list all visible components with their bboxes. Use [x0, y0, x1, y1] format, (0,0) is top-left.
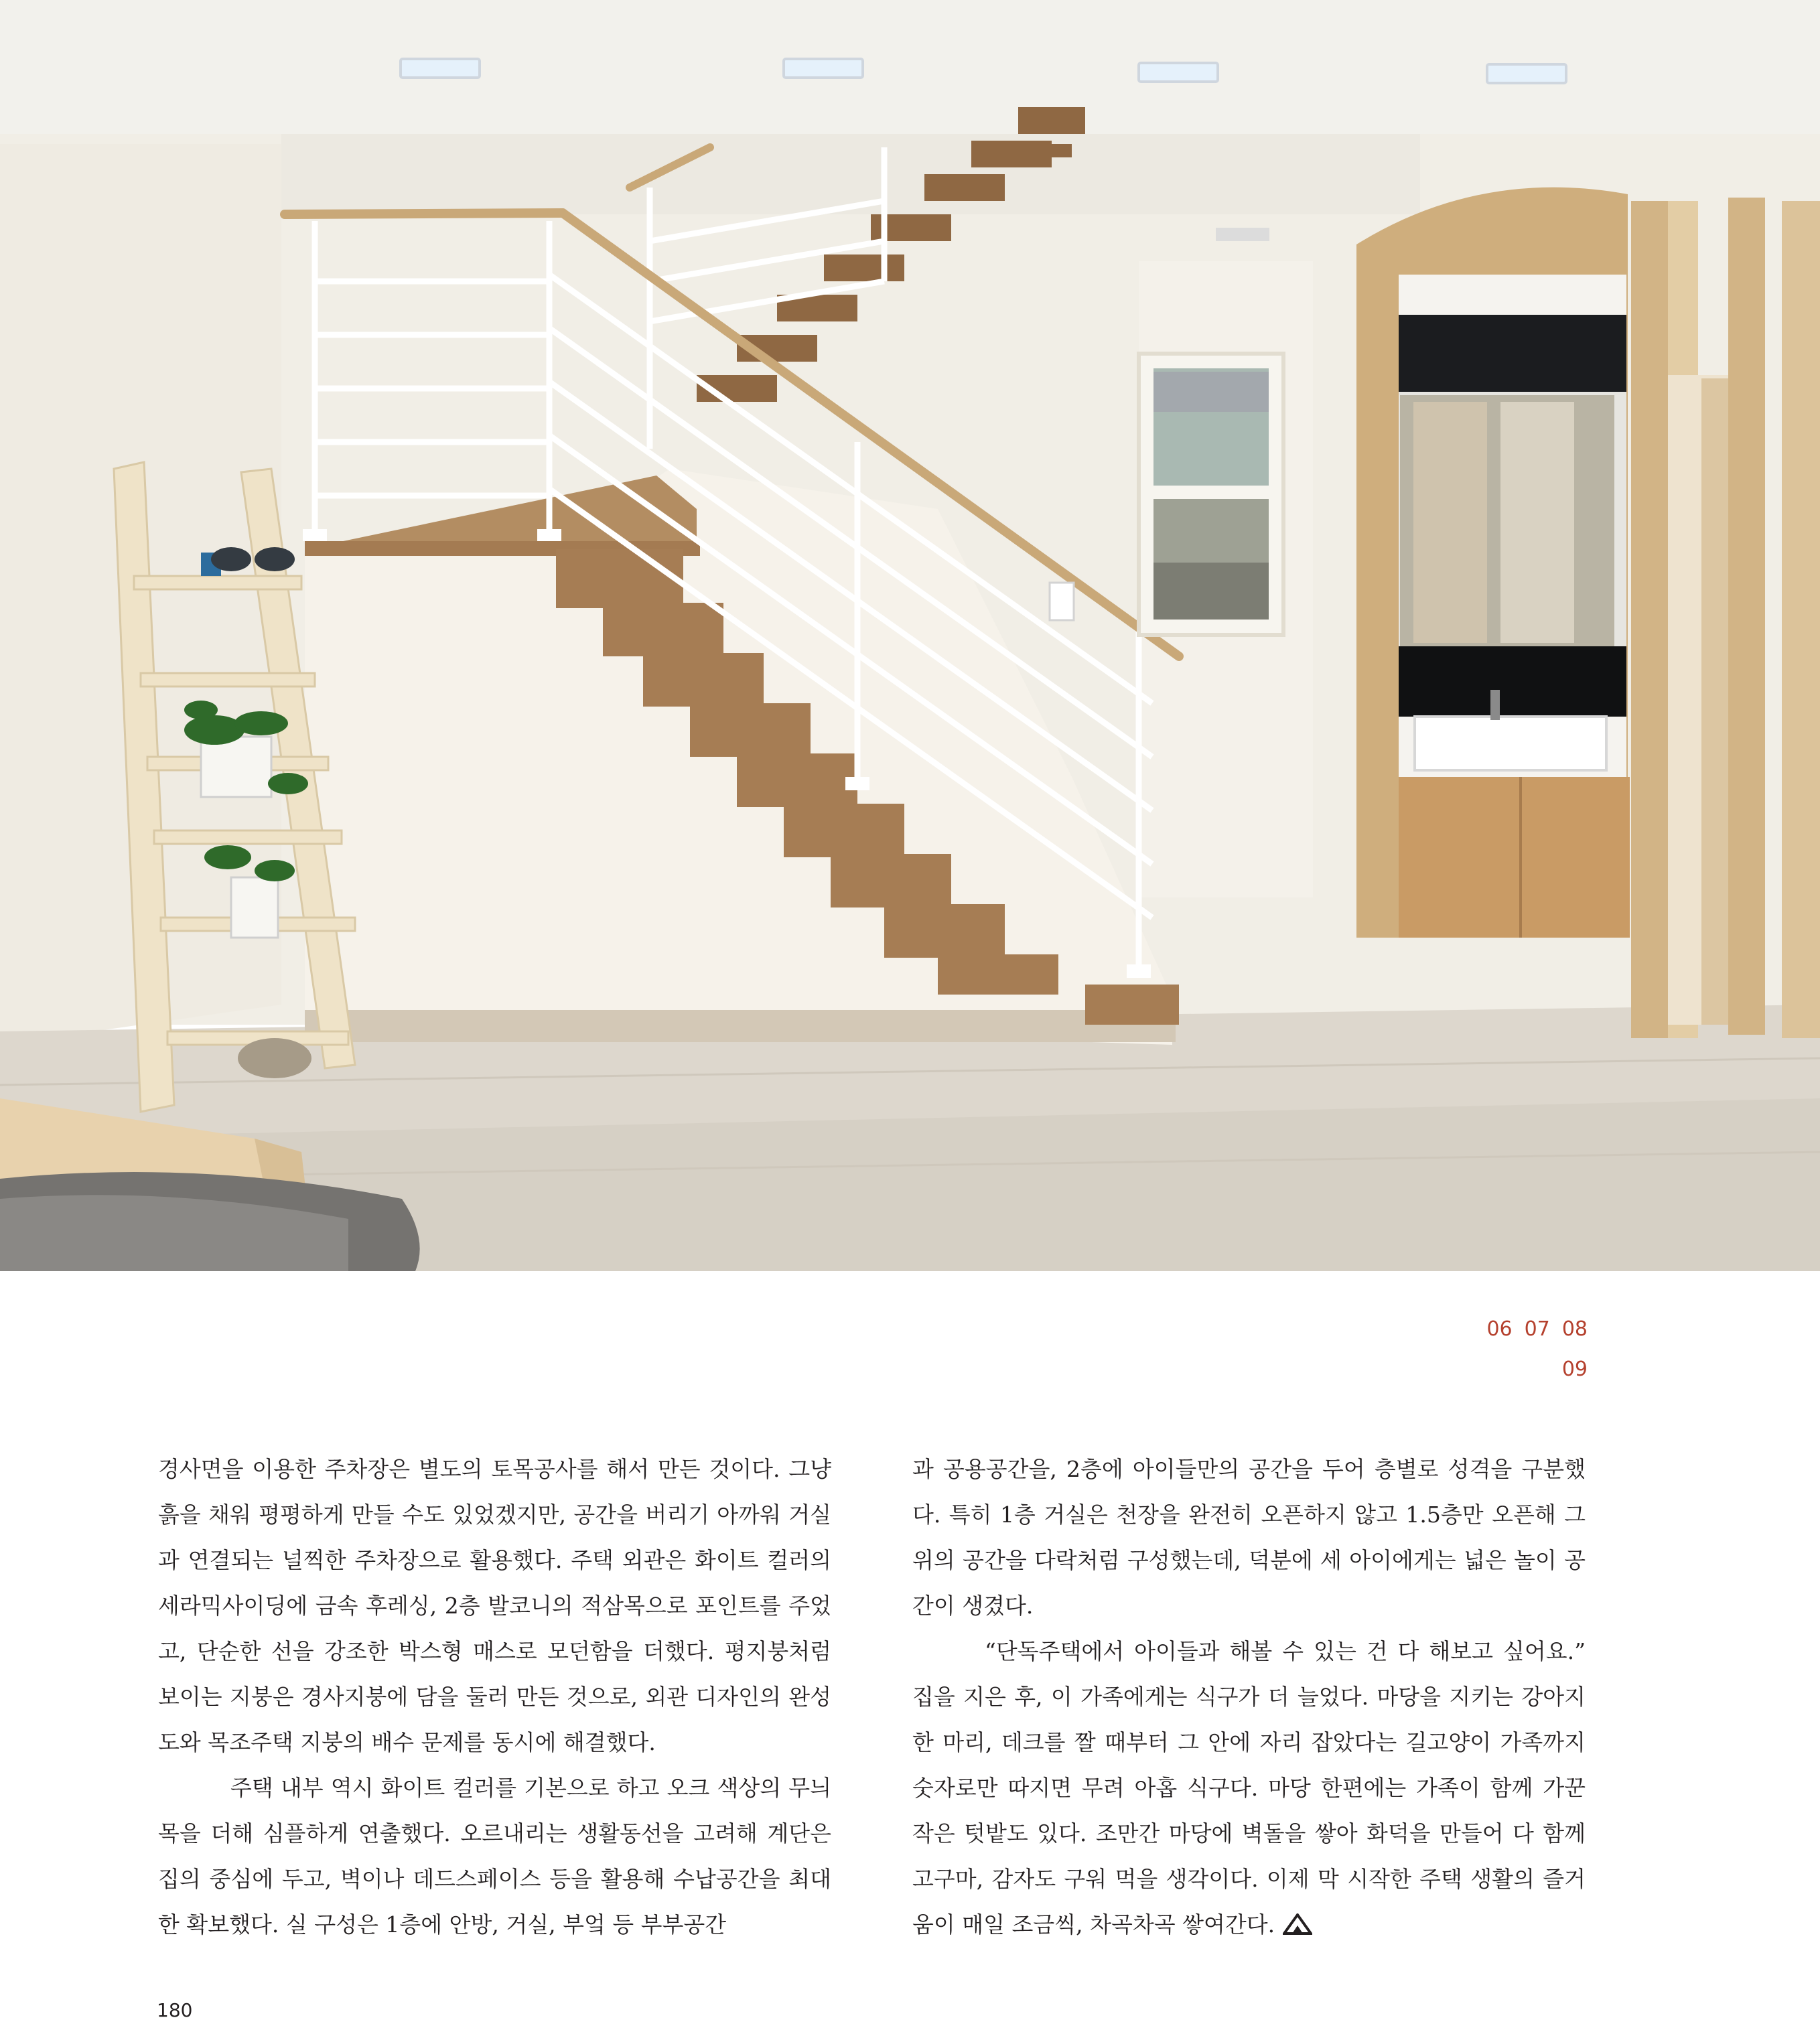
caption-07: 07 — [1524, 1317, 1550, 1341]
paragraph: 경사면을 이용한 주차장은 별도의 토목공사를 해서 만든 것이다. 그냥 흙을 채워 평평하게 만들 수도 있었겠지만, 공간을 버리기 아까워 거실과 연결되는 널찍한 주차장으로 활용했다. 주택 외관은 화이트 컬러의 세라믹사이딩에 금속 후레싱, 2층 발코니의 적삼목으로 포인트를 주었고, 단순한 선을 강조한 박스형 매스로 모던함을 더했다. 평지붕처럼 보이는 지붕은 경사지붕에 담을 둘러 만든 것으로, 외관 디자인의 완성도와 목조주택 지붕의 배수 문제를 동시에 해결했다. — [158, 1456, 831, 1755]
article-column-left — [158, 1447, 831, 1948]
caption-09: 09 — [1561, 1358, 1588, 1381]
house-end-mark-icon — [1283, 1913, 1312, 1936]
paragraph-final — [912, 1629, 1586, 1948]
caption-08: 08 — [1561, 1317, 1588, 1341]
photo-captions — [1460, 1309, 1588, 1390]
caption-line-1 — [1460, 1309, 1588, 1350]
paragraph: 과 공용공간을, 2층에 아이들만의 공간을 두어 층별로 성격을 구분했다. 특히 1층 거실은 천장을 완전히 오픈하지 않고 1.5층만 오픈해 그 위의 공간을 다락처럼 구성했는데, 덕분에 세 아이에게는 넓은 놀이 공간이 생겼다. — [912, 1456, 1586, 1619]
caption-06: 06 — [1486, 1317, 1513, 1341]
paragraph: 주택 내부 역시 화이트 컬러를 기본으로 하고 오크 색상의 무늬목을 더해 심플하게 연출했다. 오르내리는 생활동선을 고려해 계단은 집의 중심에 두고, 벽이나 데드스페이스 등을 활용해 수납공간을 최대한 확보했다. 실 구성은 1층에 안방, 거실, 부엌 등 부부공간 — [158, 1775, 831, 1938]
article-column-right — [912, 1447, 1586, 1948]
paragraph-text: “단독주택에서 아이들과 해볼 수 있는 건 다 해보고 싶어요.” 집을 지은 후, 이 가족에게는 식구가 더 늘었다. 마당을 지키는 강아지 한 마리, 데크를 짤 때부터 그 안에 자리 잡았다는 길고양이 가족까지 숫자로만 따지면 무려 아홉 식구다. 마당 한편에는 가족이 함께 가꾼 작은 텃밭도 있다. 조만간 마당에 벽돌을 쌓아 화덕을 만들어 다 함께 고구마, 감자도 구워 먹을 생각이다. 이제 막 시작한 주택 생활의 즐거움이 매일 조금씩, 차곡차곡 쌓여간다. — [912, 1638, 1586, 1938]
page-number: 180 — [157, 1999, 193, 2021]
caption-line-2 — [1460, 1350, 1588, 1390]
